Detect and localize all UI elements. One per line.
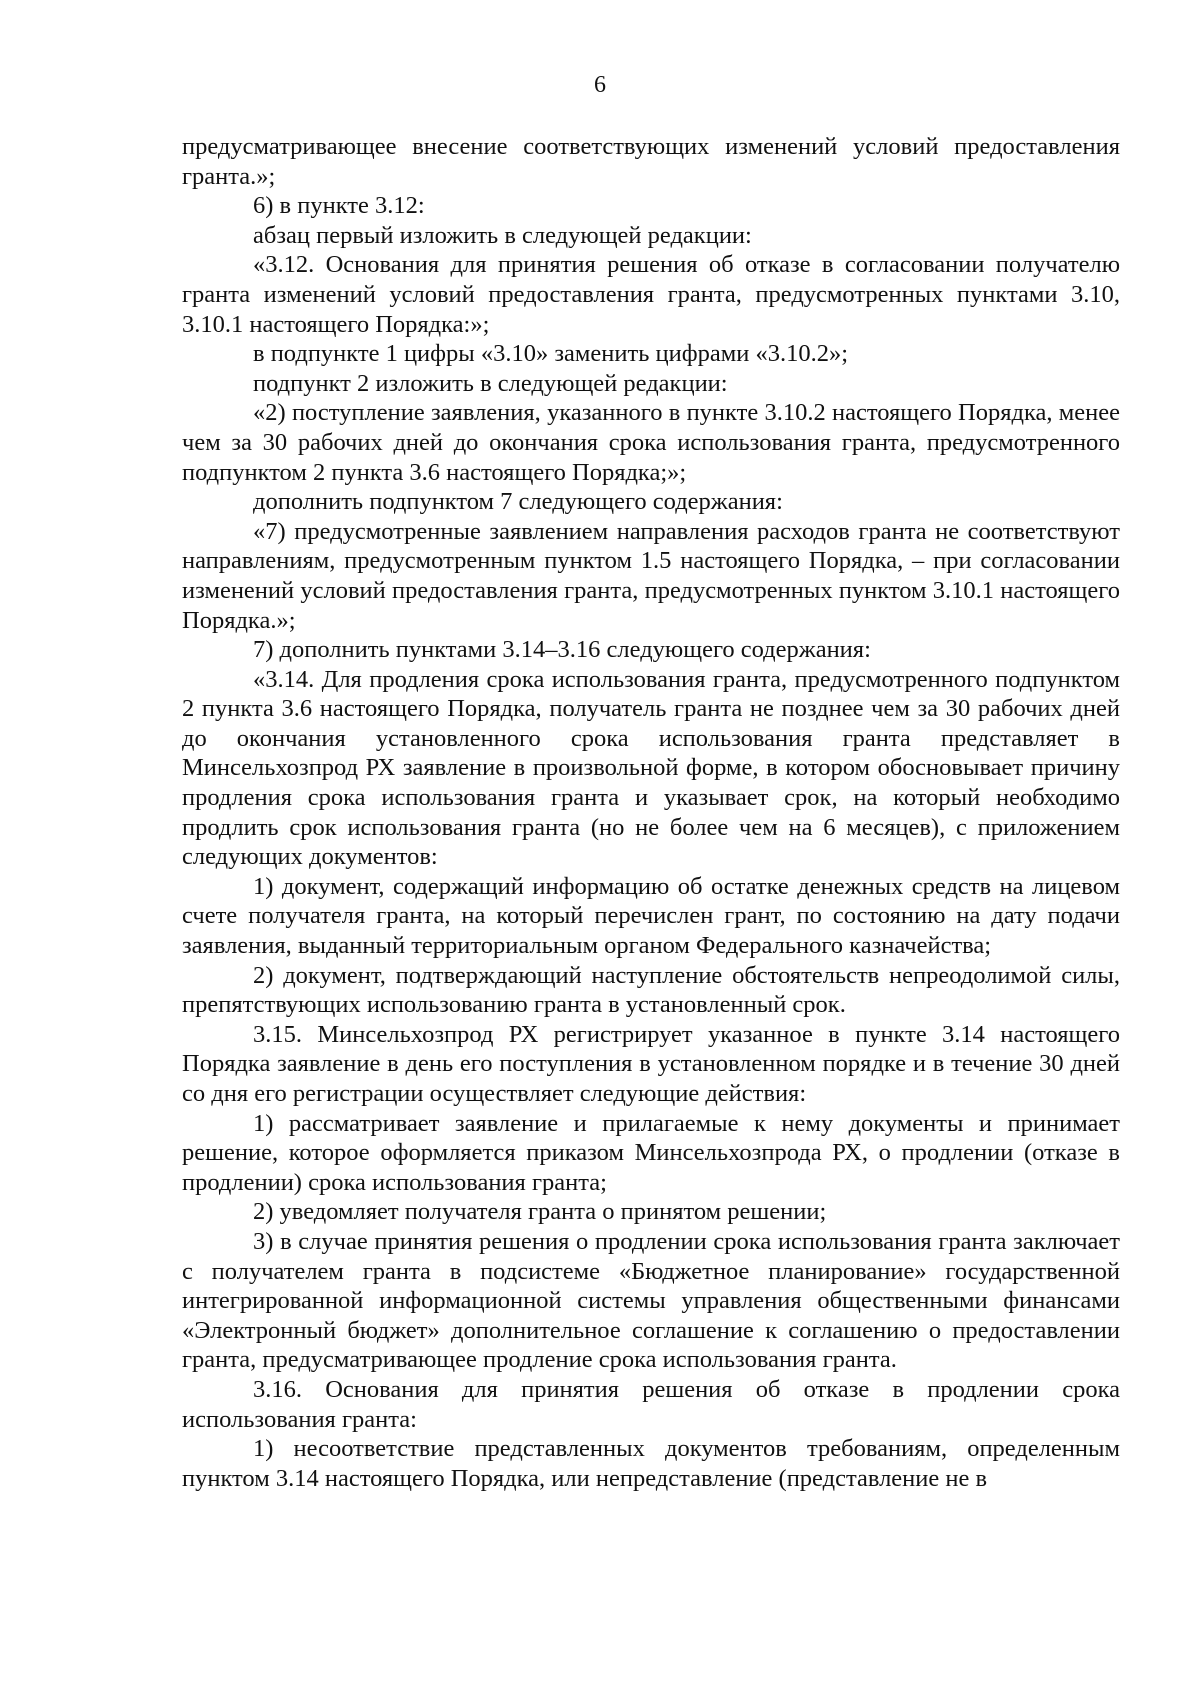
paragraph: 2) уведомляет получателя гранта о принятом решении; [253,1198,827,1226]
paragraph: 3) в случае принятия решения о продлении срока использования гранта заключает с получателем гранта в подсистеме «Бюджетное планирование» государственной интегрированной информационной системы управления общественными финансами «Электронный бюджет» дополнительное соглашение к соглашению о предоставлении гранта, предусматривающее продление срока использования гранта. [182,1227,1120,1374]
paragraph: «3.12. Основания для принятия решения об отказе в согласовании получателю гранта изменений условий предоставления гранта, предусмотренных пунктами 3.10, 3.10.1 настоящего Порядка:»; [182,251,1120,338]
paragraph: 7) дополнить пунктами 3.14–3.16 следующего содержания: [253,636,871,664]
paragraph: 1) рассматривает заявление и прилагаемые к нему документы и принимает решение, которое оформляется приказом Минсельхозпрода РХ, о продлении (отказе в продлении) срока использования гранта; [182,1109,1120,1196]
paragraph: предусматривающее внесение соответствующих изменений условий предоставления гранта.»; [182,133,1120,190]
paragraph: подпункт 2 изложить в следующей редакции: [253,369,728,397]
paragraph: 2) документ, подтверждающий наступление обстоятельств непреодолимой силы, препятствующих использованию гранта в установленный срок. [182,961,1120,1019]
paragraph: 1) несоответствие представленных документов требованиям, определенным пунктом 3.14 настоящего Порядка, или непредставление (представление не в [182,1435,1120,1492]
paragraph: 3.15. Минсельхозпрод РХ регистрирует указанное в пункте 3.14 настоящего Порядка заявление в день его поступления в установленном порядке и в течение 30 дней со дня его регистрации осуществляет следующие действия: [182,1020,1120,1107]
paragraph: «3.14. Для продления срока использования гранта, предусмотренного подпунктом 2 пункта 3.6 настоящего Порядка, получатель гранта не позднее чем за 30 рабочих дней до окончания установленного срока использования гранта представляет в Минсельхозпрод РХ заявление в произвольной форме, в котором обосновывает причину продления срока использования гранта и указывает срок, на который необходимо продлить срок использования гранта (но не более чем на 6 месяцев), с приложением следующих документов: [182,665,1120,871]
paragraph: абзац первый изложить в следующей редакции: [253,221,752,249]
paragraph: в подпункте 1 цифры «3.10» заменить цифрами «3.10.2»; [253,340,849,368]
paragraph: 3.16. Основания для принятия решения об отказе в продлении срока использования гранта: [182,1375,1120,1433]
paragraph: «7) предусмотренные заявлением направления расходов гранта не соответствуют направлениям, предусмотренным пунктом 1.5 настоящего Порядка, – при согласовании изменений условий предоставления гранта, предусмотренных пунктом 3.10.1 настоящего Порядка.»; [182,517,1120,634]
paragraph: «2) поступление заявления, указанного в пункте 3.10.2 настоящего Порядка, менее чем за 30 рабочих дней до окончания срока использования гранта, предусмотренного подпунктом 2 пункта 3.6 настоящего Порядка;»; [182,399,1120,486]
paragraph: 6) в пункте 3.12: [253,192,425,220]
paragraph: 1) документ, содержащий информацию об остатке денежных средств на лицевом счете получателя гранта, на который перечислен грант, по состоянию на дату подачи заявления, выданный территориальным органом Федерального казначейства; [182,872,1120,960]
page-number: 6 [594,72,606,98]
document-body [182,132,1120,1493]
paragraph: дополнить подпунктом 7 следующего содержания: [253,488,783,516]
